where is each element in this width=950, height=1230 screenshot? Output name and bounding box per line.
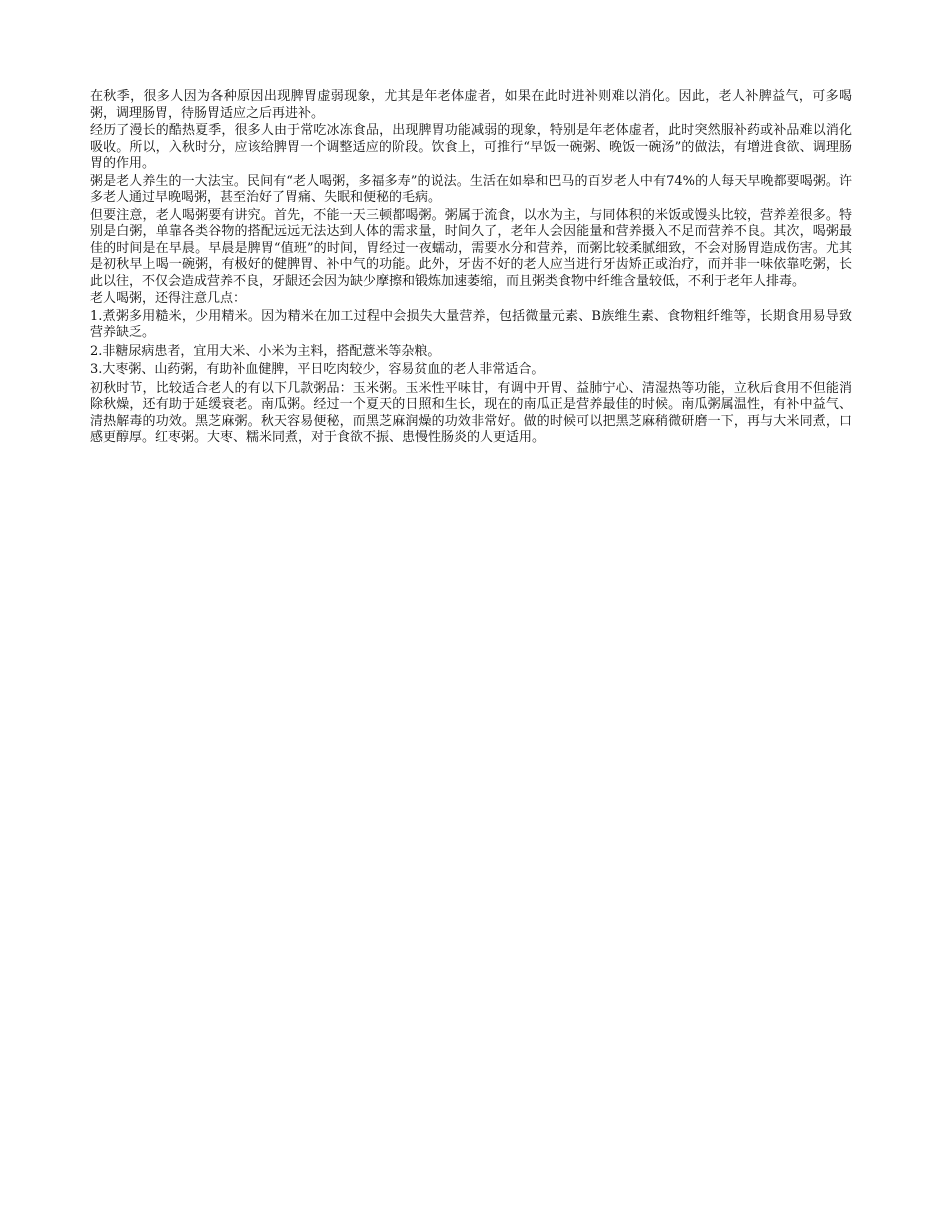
paragraph-notes-heading: 老人喝粥，还得注意几点：: [90, 291, 247, 306]
paragraph-porridge-caution: 但要注意，老人喝粥要有讲究。首先，不能一天三顿都喝粥。粥属于流食，以水为主，与同体积的米饭或馒头比较，营养差很多。特别是白粥，单靠各类谷物的搭配远远无法达到人体的需求量，时间久了，老年人会因能量和营养摄入不足而营养不良。其次，喝粥最佳的时间是在早晨。早晨是脾胃“值班”的时间，胃经过一夜蠕动，需要水分和营养，而粥比较柔腻细致，不会对肠胃造成伤害。尤其是初秋早上喝一碗粥，有极好的健脾胃、补中气的功能。此外，牙齿不好的老人应当进行牙齿矫正或治疗，而并非一味依靠吃粥，长此以往，不仅会造成营养不良，牙龈还会因为缺少摩擦和锻炼加速萎缩，而且粥类食物中纤维含量较低，不利于老年人排毒。: [90, 207, 852, 289]
list-item-brown-rice: 1.煮粥多用糙米，少用精米。因为精米在加工过程中会损失大量营养，包括微量元素、B族维生素、食物粗纤维等，长期食用易导致营养缺乏。: [90, 308, 852, 340]
paragraph-early-autumn-recipes: 初秋时节，比较适合老人的有以下几款粥品：玉米粥。玉米性平味甘，有调中开胃、益肺宁心、清湿热等功能，立秋后食用不但能消除秋燥，还有助于延缓衰老。南瓜粥。经过一个夏天的日照和生长，现在的南瓜正是营养最佳的时候。南瓜粥属温性，有补中益气、清热解毒的功效。黑芝麻粥。秋天容易便秘，而黑芝麻润燥的功效非常好。做的时候可以把黑芝麻稍微研磨一下，再与大米同煮，口感更醇厚。红枣粥。大枣、糯米同煮，对于食欲不振、患慢性肠炎的人更适用。: [90, 380, 852, 445]
list-item-non-diabetic: 2.非糖尿病患者，宜用大米、小米为主料，搭配薏米等杂粮。: [90, 343, 441, 359]
paragraph-summer-heat: 经历了漫长的酷热夏季，很多人由于常吃冰冻食品，出现脾胃功能减弱的现象，特别是年老体虚者，此时突然服补药或补品难以消化吸收。所以，入秋时分，应该给脾胃一个调整适应的阶段。饮食上，可推行“早饭一碗粥、晚饭一碗汤”的做法，有增进食欲、调理肠胃的作用。: [90, 123, 852, 171]
paragraph-porridge-treasure: 粥是老人养生的一大法宝。民间有“老人喝粥，多福多寿”的说法。生活在如皋和巴马的百岁老人中有74%的人每天早晚都要喝粥。许多老人通过早晚喝粥，甚至治好了胃痛、失眠和便秘的毛病。: [90, 173, 852, 205]
list-item-jujube-yam: 3.大枣粥、山药粥，有助补血健脾，平日吃肉较少，容易贫血的老人非常适合。: [90, 362, 545, 377]
document-body: [90, 89, 852, 448]
paragraph-autumn-spleen: 在秋季，很多人因为各种原因出现脾胃虚弱现象，尤其是年老体虚者，如果在此时进补则难以消化。因此，老人补脾益气，可多喝粥，调理肠胃，待肠胃适应之后再进补。: [90, 89, 852, 121]
